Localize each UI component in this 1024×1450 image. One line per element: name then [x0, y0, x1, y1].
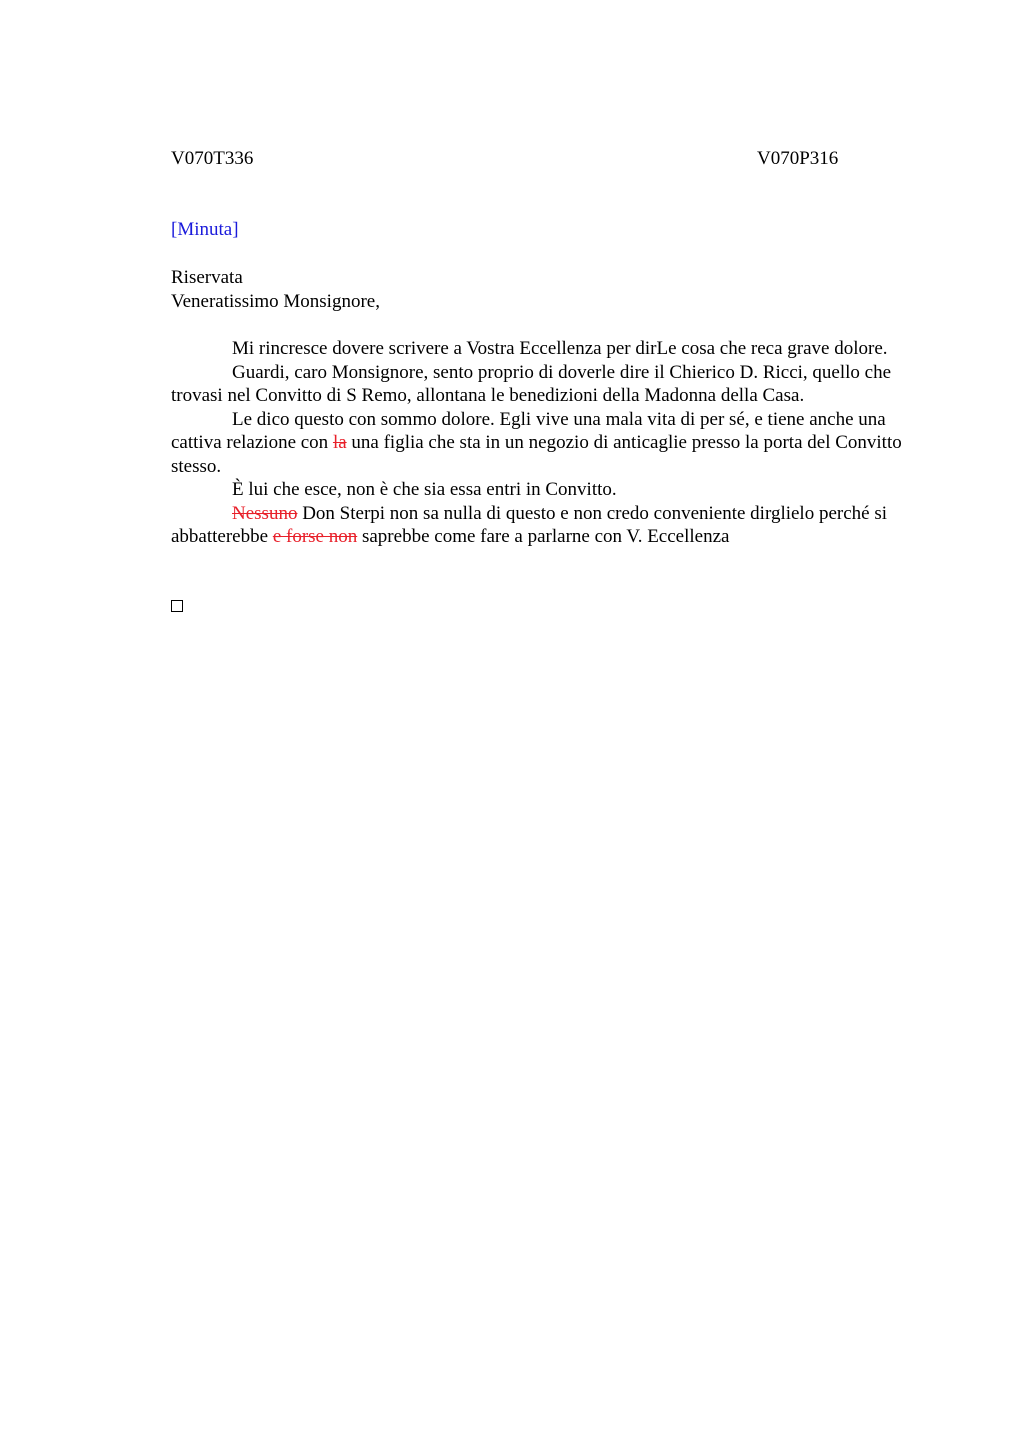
paragraph-2: Guardi, caro Monsignore, sento proprio di doverle dire il Chierico D. Ricci, quello che trovasi nel Convitto di S Remo, allontana le benedizioni della Madonna della Casa. — [171, 361, 892, 406]
paragraph-5-text-middle: Don Sterpi non sa nulla di questo e non credo conveniente dirglielo perché si abbatterebbe — [171, 502, 888, 547]
paragraph-3-text-before: Le dico questo con sommo dolore. Egli vive una mala vita di per sé, e tiene anche una cattiva relazione con — [171, 408, 886, 453]
salutation-block — [171, 266, 380, 313]
deleted-phrase-e-forse-non: e forse non — [272, 526, 358, 547]
paragraph-5-text-after: saprebbe come fare a parlarne con V. Eccellenza — [357, 526, 730, 547]
greeting: Veneratissimo Monsignore, — [171, 290, 380, 312]
paragraph-3-text-after: una figlia che sta in un negozio di anticaglie presso la porta del Convitto stesso. — [171, 432, 902, 477]
minuta-label: [Minuta] — [171, 219, 239, 240]
deleted-word-la: la — [332, 432, 347, 453]
paragraph-4: È lui che esce, non è che sia essa entri in Convitto. — [232, 479, 617, 500]
reserved-label: Riservata — [171, 267, 243, 288]
document-code-right: V070P316 — [757, 148, 839, 169]
paragraph-1: Mi rincresce dovere scrivere a Vostra Eccellenza per dirLe cosa che reca grave dolore. — [232, 338, 888, 359]
paragraph-5 — [171, 502, 931, 549]
document-code-left: V070T336 — [171, 148, 254, 169]
letter-body — [171, 337, 931, 549]
deleted-word-nessuno: Nessuno — [232, 502, 298, 524]
end-square-icon — [171, 600, 183, 612]
paragraph-3 — [171, 408, 931, 479]
